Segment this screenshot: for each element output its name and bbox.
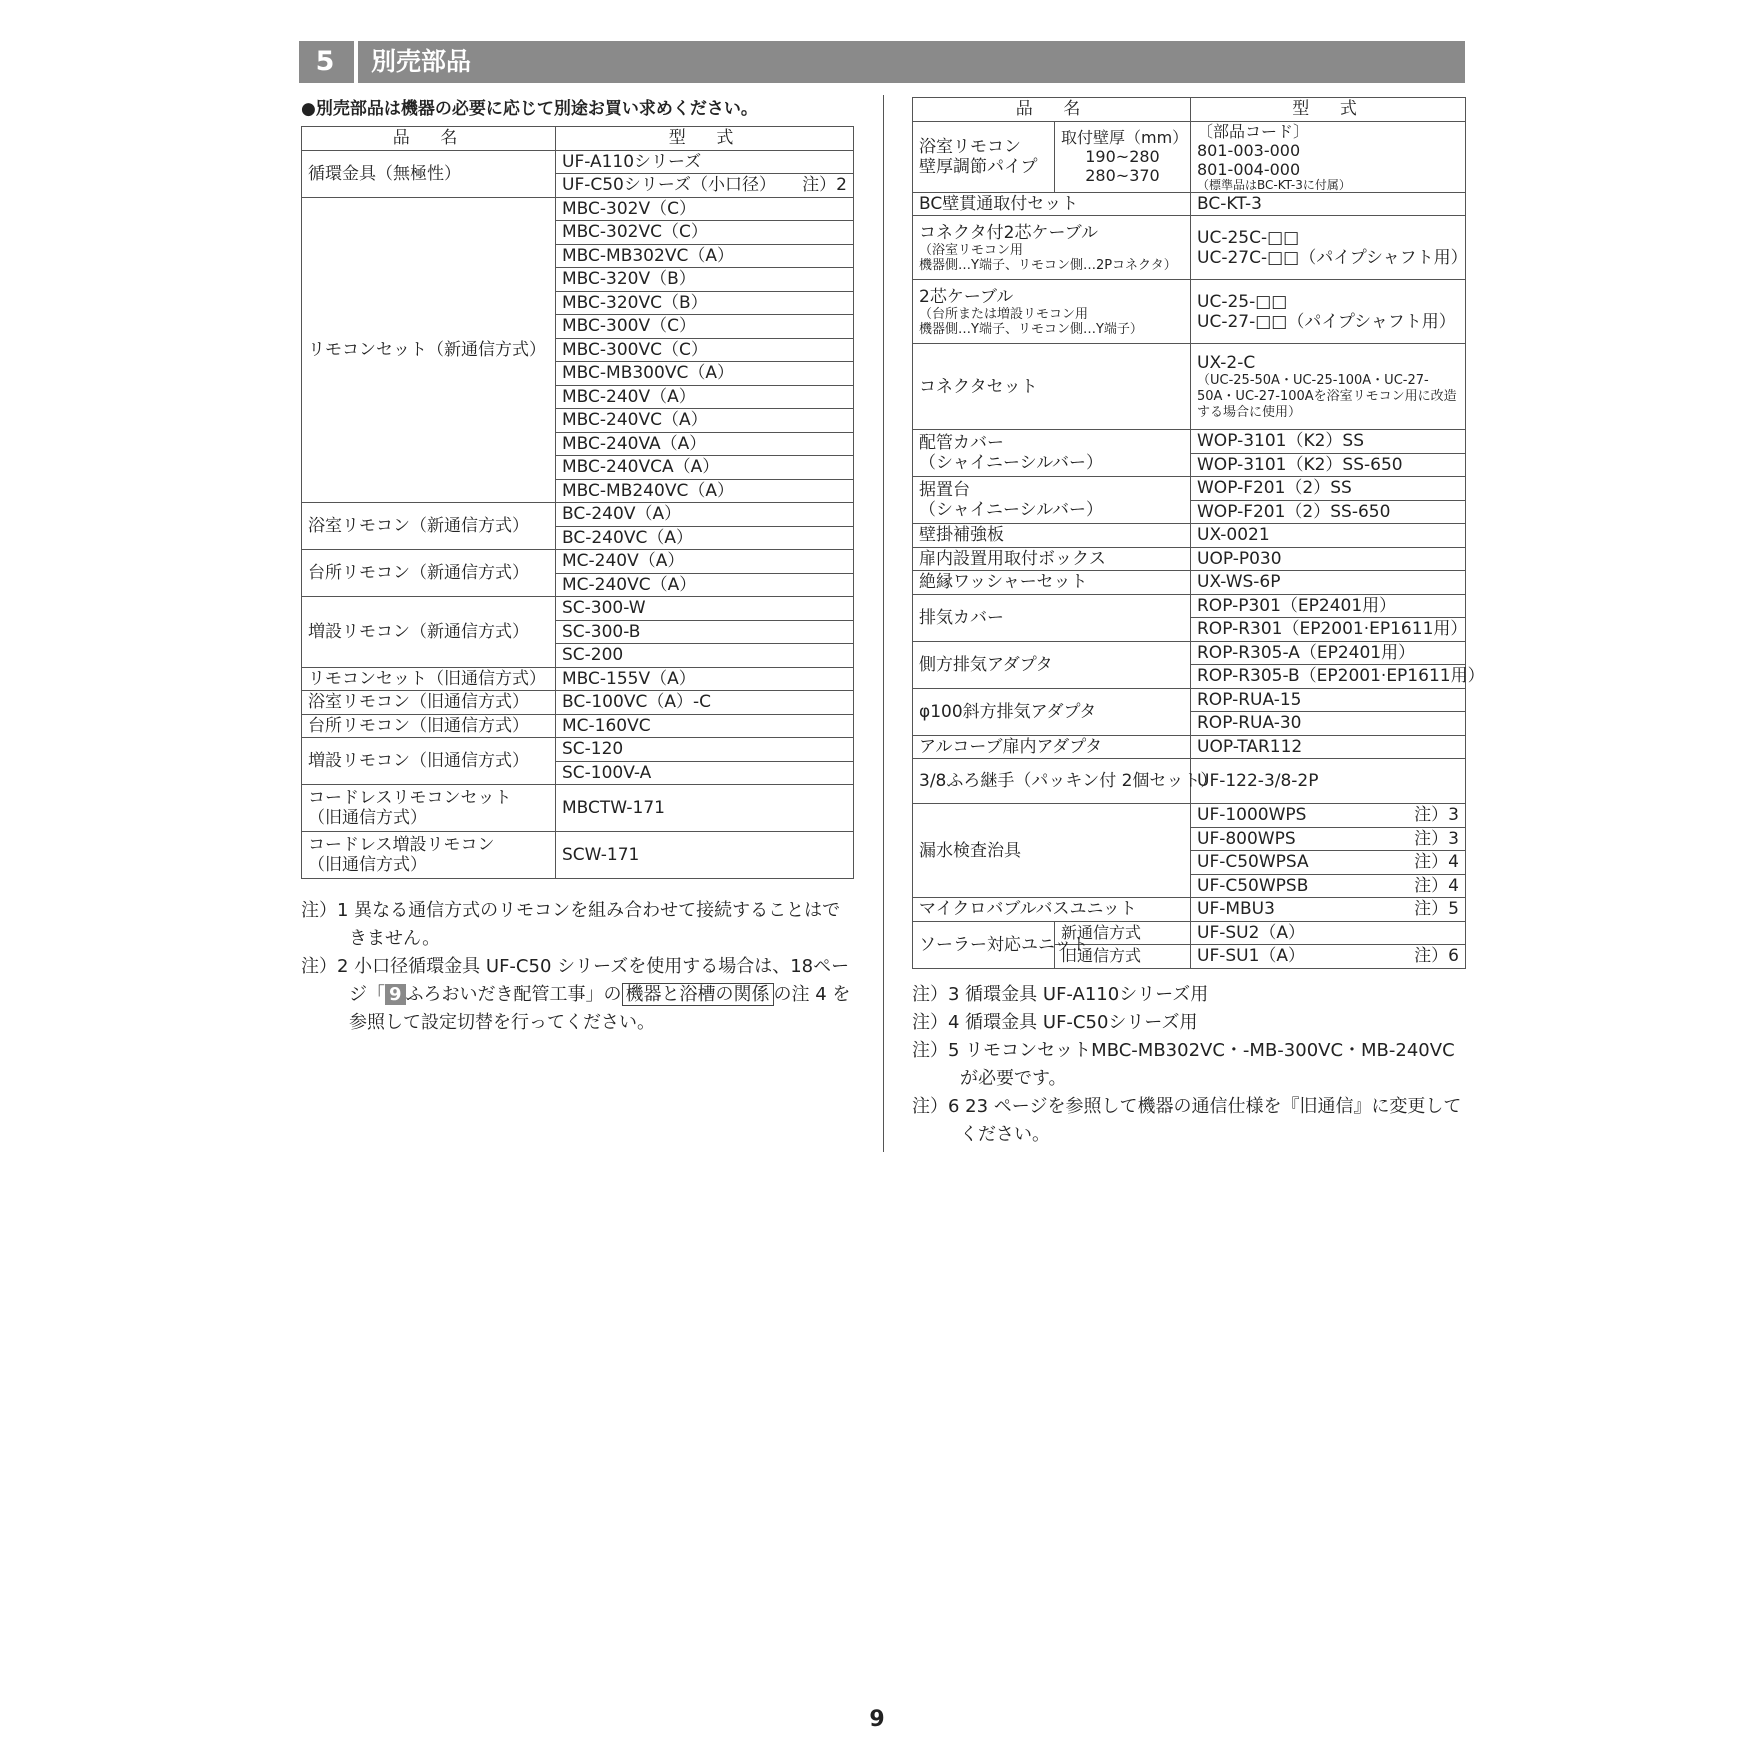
section-title: 別売部品 [371, 47, 472, 76]
part-name: コネクタ付2芯ケーブル （浴室リモコン用 機器側…Y端子、リモコン側…2Pコネクタ） [913, 216, 1191, 280]
part-model: UOP-P030 [1191, 547, 1466, 571]
part-name: 台所リモコン（新通信方式） [302, 550, 556, 597]
part-model: MBC-MB240VC（A） [556, 479, 854, 503]
note-suffix: の注 4 を参照して設定切替を行ってください。 [349, 984, 851, 1033]
communication-type: 新通信方式 [1055, 921, 1191, 945]
part-name: コードレスリモコンセット （旧通信方式） [302, 785, 556, 832]
communication-type: 旧通信方式 [1055, 945, 1191, 969]
part-model: MC-240VC（A） [556, 573, 854, 597]
table-row [302, 832, 854, 879]
boxed-reference: 機器と浴槽の関係 [622, 983, 774, 1006]
part-name: 配管カバー （シャイニーシルバー） [913, 430, 1191, 477]
part-name: マイクロバブルバスユニット [913, 898, 1191, 922]
table-row [913, 344, 1466, 430]
table-row [302, 597, 854, 621]
part-model: MBC-300V（C） [556, 315, 854, 339]
table-row [913, 121, 1466, 192]
table-row [913, 280, 1466, 344]
table-row [302, 127, 854, 151]
part-model: MBC-302V（C） [556, 197, 854, 221]
part-model: MBC-240VCA（A） [556, 456, 854, 480]
part-name: 2芯ケーブル （台所または増設リモコン用 機器側…Y端子、リモコン側…Y端子） [913, 280, 1191, 344]
table-row [913, 759, 1466, 804]
part-model: ROP-P301（EP2401用） [1191, 594, 1466, 618]
part-model: MBC-MB300VC（A） [556, 362, 854, 386]
table-row [302, 691, 854, 715]
table-row [913, 898, 1466, 922]
note-ref: 注）4 [1414, 875, 1459, 896]
note-item: 注）5 リモコンセットMBC-MB302VC・-MB-300VC・MB-240VCが必要です。 [912, 1040, 1455, 1089]
part-name: ソーラー対応ユニット [913, 921, 1055, 968]
part-name-detail: （浴室リモコン用 機器側…Y端子、リモコン側…2Pコネクタ） [919, 242, 1177, 273]
part-model-detail: （UC-25-50A・UC-25-100A・UC-27-50A・UC-27-100Aを浴室リモコン用に改造する場合に使用） [1197, 372, 1457, 420]
part-model: SCW-171 [556, 832, 854, 879]
note-item: 注）6 23 ページを参照して機器の通信仕様を『旧通信』に変更してください。 [912, 1096, 1462, 1145]
part-model: SC-120 [556, 738, 854, 762]
part-model: WOP-3101（K2）SS [1191, 430, 1466, 454]
table-row [302, 785, 854, 832]
part-name: アルコーブ扉内アダプタ [913, 735, 1191, 759]
note-item: 注）1 異なる通信方式のリモコンを組み合わせて接続することはできません。 [301, 900, 841, 949]
part-model: UF-MBU3 注）5 [1191, 898, 1466, 922]
note-prefix: 注）2 小口径循環金具 UF-C50 シリーズを使用する場合は、18ページ「 [301, 956, 850, 1005]
table-row [302, 503, 854, 527]
reference-title: ふろおいだき配管工事 [405, 984, 586, 1005]
section-header [299, 41, 1465, 83]
right-notes [912, 981, 1468, 1149]
part-model: BC-240VC（A） [556, 526, 854, 550]
table-row [913, 430, 1466, 454]
part-model: UF-A110シリーズ [556, 150, 854, 174]
part-model: UC-25-□□ UC-27-□□（パイプシャフト用） [1191, 280, 1466, 344]
part-model: MBC-240VC（A） [556, 409, 854, 433]
part-model: SC-300-W [556, 597, 854, 621]
part-model: MBC-240V（A） [556, 385, 854, 409]
note-ref: 注）5 [1414, 899, 1459, 920]
wall-thickness: 取付壁厚（mm） 190~280 280~370 [1055, 121, 1191, 192]
part-model: UOP-TAR112 [1191, 735, 1466, 759]
part-name: 浴室リモコン（新通信方式） [302, 503, 556, 550]
part-model: SC-200 [556, 644, 854, 668]
part-model: ROP-RUA-15 [1191, 688, 1466, 712]
table-row [913, 98, 1466, 122]
part-model: WOP-F201（2）SS [1191, 477, 1466, 501]
note-ref: 注）4 [1414, 852, 1459, 873]
left-parts-table [301, 126, 854, 879]
part-model: MBC-300VC（C） [556, 338, 854, 362]
part-model: SC-100V-A [556, 761, 854, 785]
part-model: UF-C50シリーズ（小口径） 注）2 [556, 174, 854, 198]
table-row [302, 714, 854, 738]
part-model: UF-SU2（A） [1191, 921, 1466, 945]
intro-text: ●別売部品は機器の必要に応じて別途お買い求めください。 [301, 99, 758, 119]
part-model: BC-KT-3 [1191, 192, 1466, 216]
reference-number: 9 [385, 984, 406, 1005]
part-model: WOP-3101（K2）SS-650 [1191, 453, 1466, 477]
header-model: 型 式 [1191, 98, 1466, 122]
part-model: BC-240V（A） [556, 503, 854, 527]
part-model: UF-122-3/8-2P [1191, 759, 1466, 804]
note-item [301, 953, 857, 1037]
part-name: φ100斜方排気アダプタ [913, 688, 1191, 735]
part-name: 浴室リモコン 壁厚調節パイプ [913, 121, 1055, 192]
header-name: 品 名 [913, 98, 1191, 122]
right-parts-table [912, 97, 1485, 969]
part-name: 絶縁ワッシャーセット [913, 571, 1191, 595]
note-item: 注）3 循環金具 UF-A110シリーズ用 [912, 984, 1209, 1005]
table-row [913, 688, 1466, 712]
part-name: 増設リモコン（新通信方式） [302, 597, 556, 668]
header-name: 品 名 [302, 127, 556, 151]
part-name: 台所リモコン（旧通信方式） [302, 714, 556, 738]
part-model: UX-WS-6P [1191, 571, 1466, 595]
part-name: 側方排気アダプタ [913, 641, 1191, 688]
part-model: MBC-MB302VC（A） [556, 244, 854, 268]
part-model: BC-100VC（A）-C [556, 691, 854, 715]
note-ref: 注）3 [1414, 805, 1459, 826]
part-code: 〔部品コード〕 801-003-000 801-004-000 （標準品はBC-KT-3に付属） [1191, 121, 1466, 192]
table-row [302, 550, 854, 574]
part-name: 3/8ふろ継手（パッキン付 2個セット） [913, 759, 1191, 804]
column-divider [883, 95, 884, 1152]
page-number: 9 [869, 1707, 885, 1732]
part-model: MBC-240VA（A） [556, 432, 854, 456]
part-model: MBC-155V（A） [556, 667, 854, 691]
table-row [913, 571, 1466, 595]
part-name: コードレス増設リモコン （旧通信方式） [302, 832, 556, 879]
part-name-detail: （台所または増設リモコン用 機器側…Y端子、リモコン側…Y端子） [919, 306, 1143, 337]
table-row [913, 921, 1466, 945]
part-name: 排気カバー [913, 594, 1191, 641]
table-row [913, 524, 1466, 548]
part-model: MBC-320V（B） [556, 268, 854, 292]
note-item: 注）4 循環金具 UF-C50シリーズ用 [912, 1012, 1198, 1033]
part-model: UF-SU1（A） 注）6 [1191, 945, 1466, 969]
part-name: 浴室リモコン（旧通信方式） [302, 691, 556, 715]
part-model: MBCTW-171 [556, 785, 854, 832]
section-separator [354, 41, 358, 83]
part-model: MC-240V（A） [556, 550, 854, 574]
part-name: BC壁貫通取付セット [913, 192, 1191, 216]
part-model: ROP-RUA-30 [1191, 712, 1466, 736]
part-model: UX-2-C （UC-25-50A・UC-25-100A・UC-27-50A・UC-27-100Aを浴室リモコン用に改造する場合に使用） [1191, 344, 1466, 430]
part-name: 循環金具（無極性） [302, 150, 556, 197]
part-model: UX-0021 [1191, 524, 1466, 548]
table-row [302, 667, 854, 691]
part-name: 漏水検査治具 [913, 804, 1191, 898]
table-row [913, 477, 1466, 501]
part-model: MC-160VC [556, 714, 854, 738]
left-notes [301, 897, 857, 1037]
table-row [913, 547, 1466, 571]
table-row [302, 738, 854, 762]
note-ref: 注）3 [1414, 828, 1459, 849]
note-ref: （標準品はBC-KT-3に付属） [1197, 177, 1351, 192]
table-row [302, 197, 854, 221]
part-name: 増設リモコン（旧通信方式） [302, 738, 556, 785]
table-row [913, 192, 1466, 216]
part-model: ROP-R305-B（EP2001·EP1611用） [1191, 665, 1466, 689]
part-model: MBC-302VC（C） [556, 221, 854, 245]
table-row [913, 216, 1466, 280]
part-name: リモコンセット（旧通信方式） [302, 667, 556, 691]
header-model: 型 式 [556, 127, 854, 151]
part-name: 壁掛補強板 [913, 524, 1191, 548]
part-model: SC-300-B [556, 620, 854, 644]
part-model: UC-25C-□□ UC-27C-□□（パイプシャフト用） [1191, 216, 1466, 280]
part-model: WOP-F201（2）SS-650 [1191, 500, 1466, 524]
part-model: ROP-R301（EP2001·EP1611用） [1191, 618, 1466, 642]
part-model: MBC-320VC（B） [556, 291, 854, 315]
part-name: 据置台 （シャイニーシルバー） [913, 477, 1191, 524]
table-row [913, 735, 1466, 759]
section-number: 5 [315, 46, 335, 77]
part-model: UF-1000WPS 注）3 [1191, 804, 1466, 828]
table-row [913, 641, 1466, 665]
table-row [302, 150, 854, 174]
part-model: UF-C50WPSA 注）4 [1191, 851, 1466, 875]
part-model: ROP-R305-A（EP2401用） [1191, 641, 1466, 665]
part-model: UF-800WPS 注）3 [1191, 827, 1466, 851]
part-model: UF-C50WPSB 注）4 [1191, 874, 1466, 898]
table-row [913, 804, 1466, 828]
part-name: コネクタセット [913, 344, 1191, 430]
note-ref: 注）6 [1414, 946, 1459, 967]
part-name: リモコンセット（新通信方式） [302, 197, 556, 503]
note-middle: 」の [585, 984, 622, 1005]
table-row [913, 594, 1466, 618]
note-ref: 注）2 [802, 175, 847, 196]
part-name: 扉内設置用取付ボックス [913, 547, 1191, 571]
